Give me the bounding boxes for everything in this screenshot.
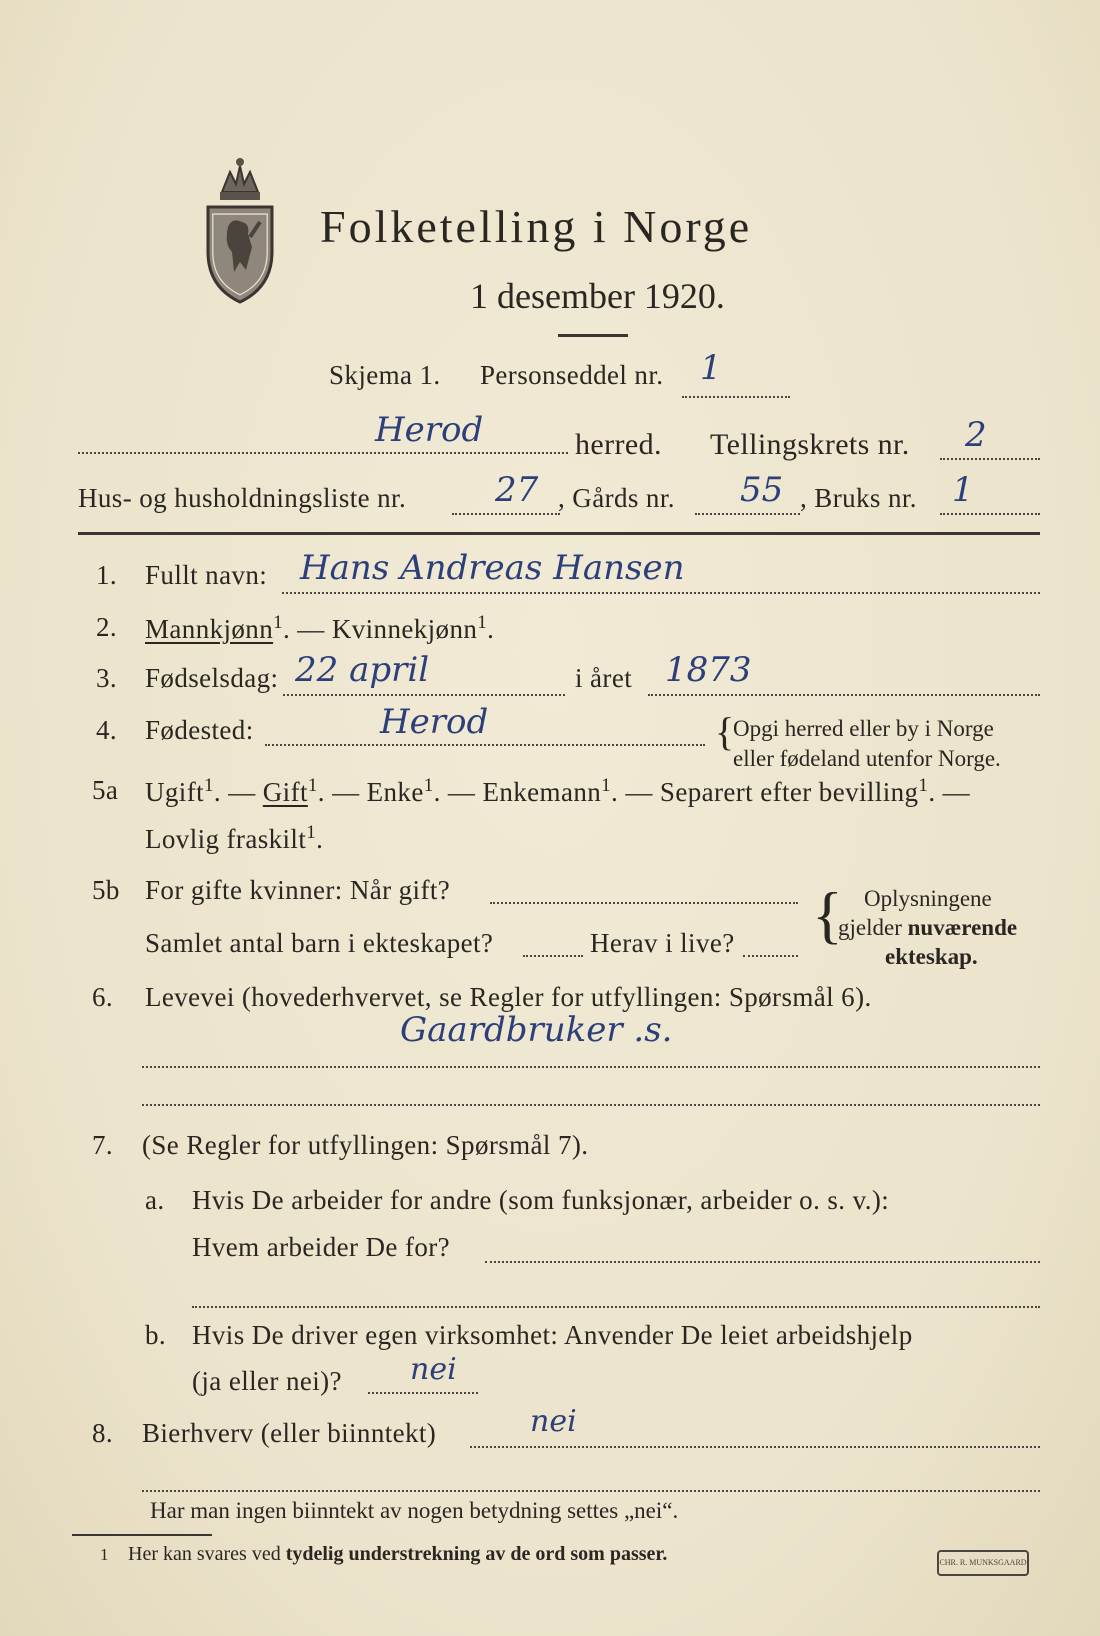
- q5b-note-2: gjelder nuværende: [838, 915, 1018, 940]
- q8-number: 8.: [92, 1418, 114, 1448]
- header-separator: [78, 532, 1040, 535]
- census-date: 1 desember 1920.: [470, 276, 725, 316]
- q5b-label-married: For gifte kvinner: Når gift?: [145, 875, 451, 905]
- q2-gender-options: Mannkjønn$^1$. — Kvinnekjønn$^1$.: [145, 612, 495, 644]
- q4-note-1: Opgi herred eller by i Norge: [733, 716, 994, 741]
- q7b-line: [368, 1392, 478, 1394]
- q4-label: Fødested:: [145, 715, 254, 745]
- q4-number: 4.: [96, 715, 118, 745]
- q5b-note-1: Oplysningene: [864, 886, 992, 911]
- q4-birthplace-value[interactable]: Herod: [380, 702, 489, 742]
- q3-label: Fødselsdag:: [145, 663, 279, 693]
- q5b-married-line[interactable]: [490, 902, 798, 904]
- q8-value[interactable]: nei: [530, 1404, 577, 1439]
- q2-female-option[interactable]: Kvinnekjønn: [331, 614, 478, 644]
- q4-note-2: eller fødeland utenfor Norge.: [733, 746, 1001, 771]
- q1-label: Fullt navn:: [145, 560, 268, 590]
- bruks-label: , Bruks nr.: [800, 483, 917, 513]
- q7b-letter: b.: [145, 1320, 167, 1350]
- q7a-line-2[interactable]: [192, 1306, 1040, 1308]
- q5b-label-alive: Herav i live?: [590, 928, 735, 958]
- personseddel-value[interactable]: 1: [700, 348, 722, 388]
- q5b-brace: {: [812, 879, 843, 950]
- q5a-separert-option[interactable]: Separert efter bevilling: [659, 777, 919, 807]
- hus-line: [452, 513, 560, 515]
- q3-number: 3.: [96, 663, 118, 693]
- tellingskrets-line: [940, 458, 1040, 460]
- q6-line-1: [142, 1066, 1040, 1068]
- q7a-text: Hvis De arbeider for andre (som funksjonær, arbeider o. s. v.):: [192, 1185, 890, 1215]
- q1-number: 1.: [96, 560, 118, 590]
- q2-male-option[interactable]: Mannkjønn: [145, 614, 274, 644]
- herred-value[interactable]: Herod: [375, 410, 484, 450]
- footnote-text: Her kan svares ved tydelig understrekning av de ord som passer.: [128, 1543, 668, 1565]
- q1-line: [282, 592, 1040, 594]
- footnote-rule: [72, 1534, 212, 1536]
- q3-birthday-line: [283, 694, 565, 696]
- q5a-number: 5a: [92, 775, 119, 805]
- q6-number: 6.: [92, 982, 114, 1012]
- hus-value[interactable]: 27: [495, 470, 539, 510]
- herred-label: herred.: [575, 428, 662, 461]
- personseddel-line: [682, 396, 790, 398]
- form-title: Folketelling i Norge: [320, 201, 753, 252]
- printer-stamp: CHR. R. MUNKSGAARD: [937, 1550, 1029, 1576]
- q7b-question: (ja eller nei)?: [192, 1366, 342, 1396]
- bruks-value[interactable]: 1: [952, 470, 974, 510]
- q3-birthday-value[interactable]: 22 april: [295, 650, 430, 690]
- q3-year-value[interactable]: 1873: [665, 650, 752, 690]
- q7-number: 7.: [92, 1130, 114, 1160]
- personseddel-label: Personseddel nr.: [480, 360, 664, 390]
- q6-label: Levevei (hovederhvervet, se Regler for utfyllingen: Spørsmål 6).: [145, 982, 872, 1012]
- q4-brace: {: [715, 709, 735, 754]
- coat-of-arms-icon: [200, 152, 280, 307]
- footnote-marker: 1: [100, 1545, 109, 1564]
- q5b-note-3: ekteskap.: [885, 944, 978, 969]
- q5b-number: 5b: [92, 875, 120, 905]
- q5b-label-children: Samlet antal barn i ekteskapet?: [145, 928, 494, 958]
- q1-full-name-value[interactable]: Hans Andreas Hansen: [300, 548, 685, 588]
- q8-line-2: [142, 1490, 1040, 1492]
- q5a-gift-option[interactable]: Gift: [262, 777, 308, 807]
- q7-label: (Se Regler for utfyllingen: Spørsmål 7).: [142, 1130, 589, 1160]
- note-nei: Har man ingen biinntekt av nogen betydning settes „nei“.: [150, 1498, 679, 1523]
- q7a-question: Hvem arbeider De for?: [192, 1232, 451, 1262]
- q5a-enkemann-option[interactable]: Enkemann: [482, 777, 602, 807]
- gards-label: , Gårds nr.: [558, 483, 675, 513]
- q6-line-2: [142, 1104, 1040, 1106]
- skjema-label: Skjema 1.: [329, 360, 441, 390]
- q4-line: [265, 744, 705, 746]
- q6-occupation-value[interactable]: Gaardbruker .s.: [400, 1010, 673, 1050]
- gards-line: [695, 513, 800, 515]
- tellingskrets-value[interactable]: 2: [965, 415, 987, 455]
- q5a-lovlig-line: Lovlig fraskilt$^1$.: [145, 822, 324, 854]
- title-divider: [558, 334, 628, 337]
- hus-label: Hus- og husholdningsliste nr.: [78, 483, 407, 513]
- q8-line-1: [470, 1446, 1040, 1448]
- q5b-children-line[interactable]: [523, 955, 583, 957]
- q3-year-label: i året: [575, 663, 633, 693]
- tellingskrets-label: Tellingskrets nr.: [710, 428, 910, 461]
- q7a-line-1[interactable]: [485, 1261, 1040, 1263]
- q5a-lovlig-option[interactable]: Lovlig fraskilt: [145, 824, 307, 854]
- q8-label: Bierhverv (eller biinntekt): [142, 1418, 437, 1448]
- q7a-letter: a.: [145, 1185, 165, 1215]
- q7b-value[interactable]: nei: [410, 1352, 457, 1387]
- q3-year-line: [648, 694, 1040, 696]
- q5a-marital-options: Ugift$^1$. — Gift$^1$. — Enke$^1$. — Enkemann$^1$. — Separert efter bevilling$^1$. —: [145, 775, 971, 807]
- herred-line: [78, 452, 568, 454]
- gards-value[interactable]: 55: [740, 470, 784, 510]
- bruks-line: [940, 513, 1040, 515]
- q5a-enke-option[interactable]: Enke: [366, 777, 424, 807]
- q7b-text: Hvis De driver egen virksomhet: Anvender De leiet arbeidshjelp: [192, 1320, 913, 1350]
- q2-number: 2.: [96, 612, 118, 642]
- q5b-alive-line[interactable]: [743, 955, 798, 957]
- q5a-ugift-option[interactable]: Ugift: [145, 777, 204, 807]
